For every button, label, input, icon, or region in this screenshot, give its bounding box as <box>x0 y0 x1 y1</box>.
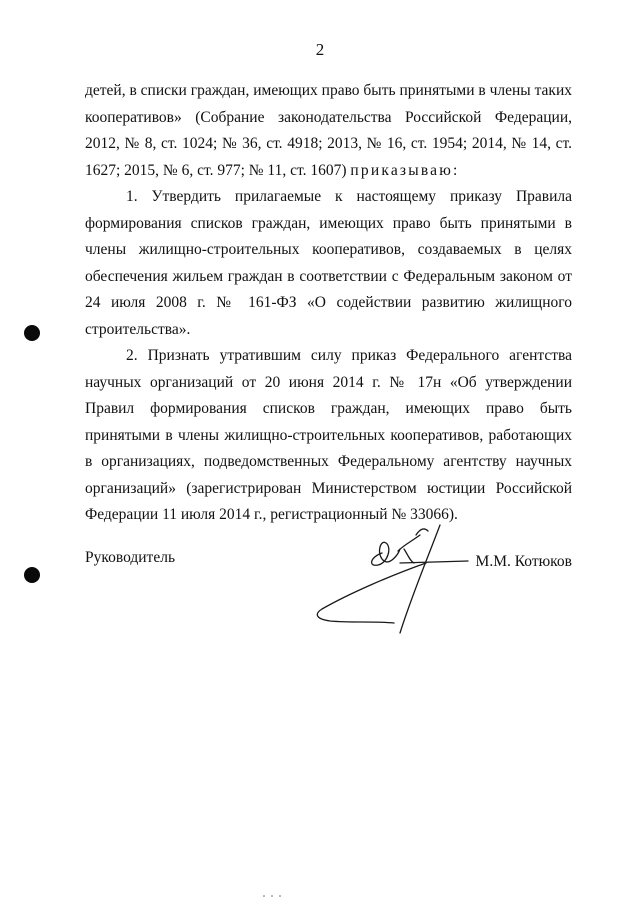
scan-speck <box>260 893 290 899</box>
paragraph-item-1: 1. Утвердить прилагаемые к настоящему приказу Правила формирования списков граждан, имеющих право быть принятыми в члены жилищно-строительных кооперативов, создаваемых в целях обеспечения жильем граждан в соответствии с Федеральным законом от 24 июля 2008 г. № 161-ФЗ «О содействии развитию жилищного строительства». <box>85 188 572 338</box>
paragraph-intro <box>85 78 572 184</box>
order-word: приказываю: <box>350 161 460 179</box>
signatory-title: Руководитель <box>85 549 176 566</box>
document-body <box>85 78 572 529</box>
signatory-name: М.М. Котюков <box>475 553 572 570</box>
handwritten-signature <box>300 505 480 645</box>
punch-hole-upper <box>24 325 40 341</box>
paragraph-item-2: 2. Признать утратившим силу приказ Федерального агентства научных организаций от 20 июня 2014 г. № 17н «Об утверждении Правил формирования списков граждан, имеющих право быть принятыми в члены жилищно-строительных кооперативов, работающих в организациях, подведомственных Федеральному агентству научных организаций» (зарегистрирован Министерством юстиции Российской Федерации 11 июля 2014 г., регистрационный № 33066). <box>85 347 572 523</box>
intro-text: детей, в списки граждан, имеющих право быть принятыми в члены таких кооперативов» (Собрание законодательства Российской Федерации, 2012, № 8, ст. 1024; № 36, ст. 4918; 2013, № 16, ст. 1954; 2014, № 14, ст. 1627; 2015, № 6, ст. 977; № 11, ст. 1607) <box>85 82 572 179</box>
punch-hole-lower <box>24 567 40 583</box>
page-number: 2 <box>315 40 325 59</box>
